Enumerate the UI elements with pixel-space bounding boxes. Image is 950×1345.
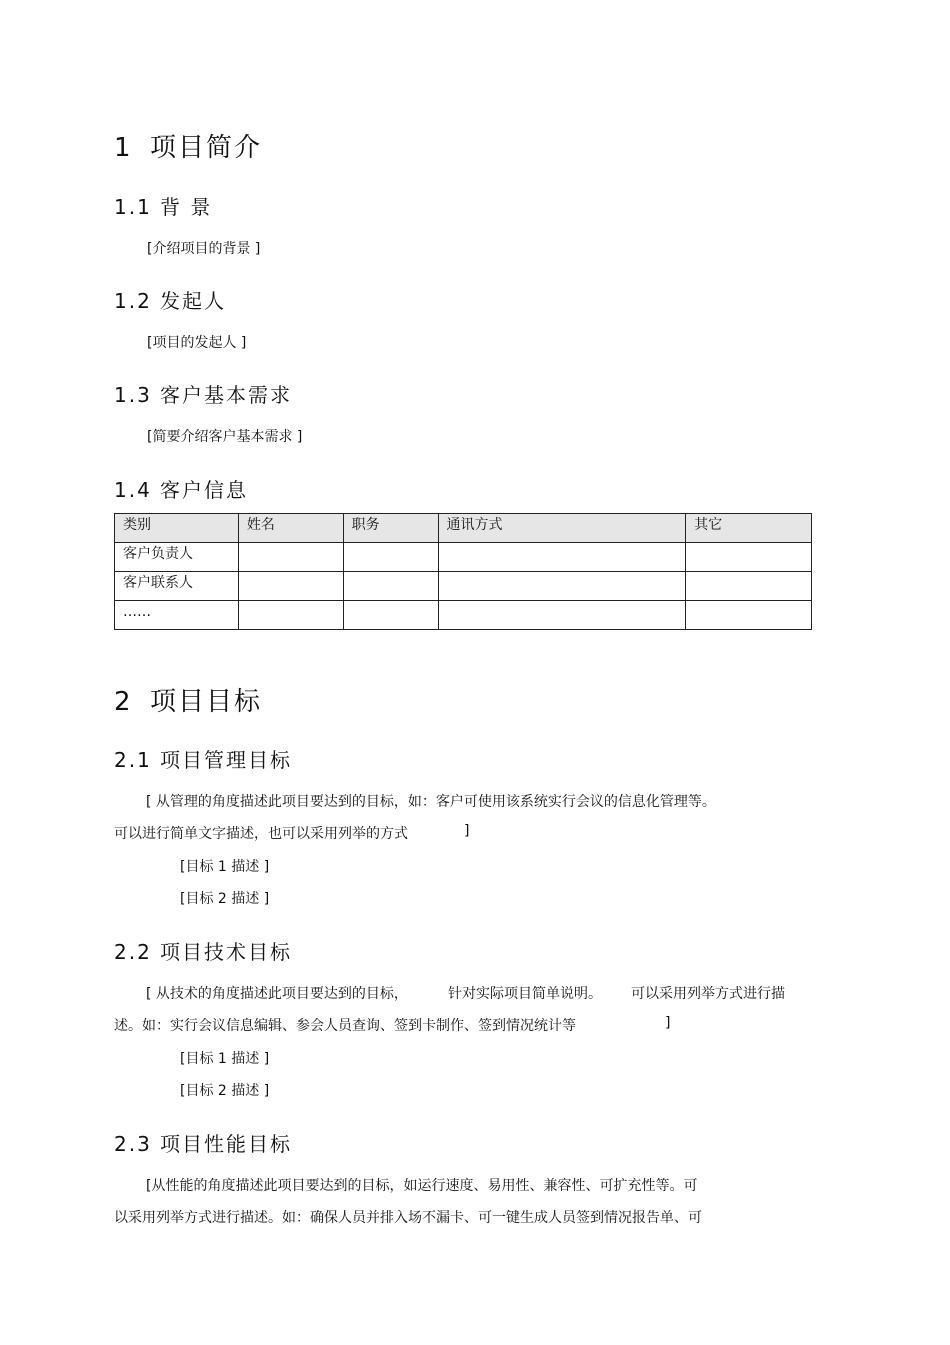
- table-row: [115, 572, 812, 601]
- heading-1-2: [114, 285, 226, 314]
- table-cell: [438, 543, 686, 572]
- heading-number: 1.2: [114, 289, 152, 313]
- table-header-row: [115, 514, 812, 543]
- header-cell-position: 职务: [343, 514, 438, 543]
- heading-2: [114, 681, 262, 718]
- performance-goal-text-line2: 以采用列举方式进行描述。如：确保人员并排入场不漏卡、可一键生成人员签到情况报告单、可: [114, 1210, 702, 1226]
- heading-number: 1.1: [114, 195, 152, 219]
- table-cell: [238, 601, 343, 630]
- technical-goal-item-1: [目标 1 描述 ]: [180, 1051, 270, 1067]
- heading-2-1: [114, 744, 292, 773]
- table-cell: [438, 572, 686, 601]
- management-goal-text-line1: [ 从管理的角度描述此项目要达到的目标，如：客户可使用该系统实行会议的信息化管理等。: [146, 794, 716, 810]
- heading-2-3: [114, 1128, 292, 1157]
- customer-info-table: [114, 513, 812, 630]
- initiator-placeholder: [项目的发起人 ]: [147, 335, 247, 351]
- heading-number: 1: [114, 133, 133, 163]
- table-cell: [438, 601, 686, 630]
- heading-number: 2.3: [114, 1132, 152, 1156]
- table-row: [115, 601, 812, 630]
- management-goal-text-line2: 可以进行简单文字描述，也可以采用列举的方式: [114, 826, 408, 842]
- table-row: [115, 543, 812, 572]
- heading-1-1: [114, 191, 212, 220]
- heading-number: 1.4: [114, 478, 152, 502]
- heading-number: 2.1: [114, 748, 152, 772]
- table-cell: [343, 543, 438, 572]
- heading-title: 背 景: [160, 195, 213, 219]
- technical-goal-text-line1a: [ 从技术的角度描述此项目要达到的目标，: [146, 986, 408, 1002]
- table-cell: [343, 601, 438, 630]
- table-cell: 客户负责人: [115, 543, 239, 572]
- heading-2-2: [114, 936, 292, 965]
- heading-title: 客户信息: [160, 478, 248, 502]
- technical-goal-text-bracket: ]: [665, 1015, 671, 1031]
- header-cell-other: 其它: [686, 514, 812, 543]
- background-placeholder: [介绍项目的背景 ]: [147, 241, 261, 257]
- header-cell-category: 类别: [115, 514, 239, 543]
- technical-goal-item-2: [目标 2 描述 ]: [180, 1083, 270, 1099]
- header-cell-name: 姓名: [238, 514, 343, 543]
- table-cell: [238, 572, 343, 601]
- heading-title: 项目性能目标: [160, 1132, 292, 1156]
- table-cell: [238, 543, 343, 572]
- heading-title: 项目管理目标: [160, 748, 292, 772]
- table-cell: [343, 572, 438, 601]
- heading-title: 发起人: [160, 289, 226, 313]
- management-goal-item-2: [目标 2 描述 ]: [180, 891, 270, 907]
- technical-goal-text-line1c: 可以采用列举方式进行描: [631, 986, 785, 1002]
- heading-title: 项目目标: [150, 687, 263, 717]
- heading-1-3: [114, 379, 292, 408]
- heading-1: [114, 127, 262, 164]
- table-cell: [686, 572, 812, 601]
- heading-number: 2.2: [114, 940, 152, 964]
- requirements-placeholder: [简要介绍客户基本需求 ]: [147, 429, 303, 445]
- header-cell-contact: 通讯方式: [438, 514, 686, 543]
- technical-goal-text-line1b: 针对实际项目简单说明。: [448, 986, 602, 1002]
- table-cell: 客户联系人: [115, 572, 239, 601]
- technical-goal-text-line2: 述。如：实行会议信息编辑、参会人员查询、签到卡制作、签到情况统计等: [114, 1018, 576, 1034]
- performance-goal-text-line1: [从性能的角度描述此项目要达到的目标，如运行速度、易用性、兼容性、可扩充性等。可: [146, 1178, 698, 1194]
- heading-1-4: [114, 474, 248, 503]
- heading-number: 1.3: [114, 383, 152, 407]
- heading-title: 项目技术目标: [160, 940, 292, 964]
- management-goal-item-1: [目标 1 描述 ]: [180, 859, 270, 875]
- heading-title: 客户基本需求: [160, 383, 292, 407]
- table-cell: ……: [115, 601, 239, 630]
- table-cell: [686, 543, 812, 572]
- management-goal-text-bracket: ]: [464, 823, 470, 839]
- heading-number: 2: [114, 687, 133, 717]
- table-cell: [686, 601, 812, 630]
- heading-title: 项目简介: [150, 133, 263, 163]
